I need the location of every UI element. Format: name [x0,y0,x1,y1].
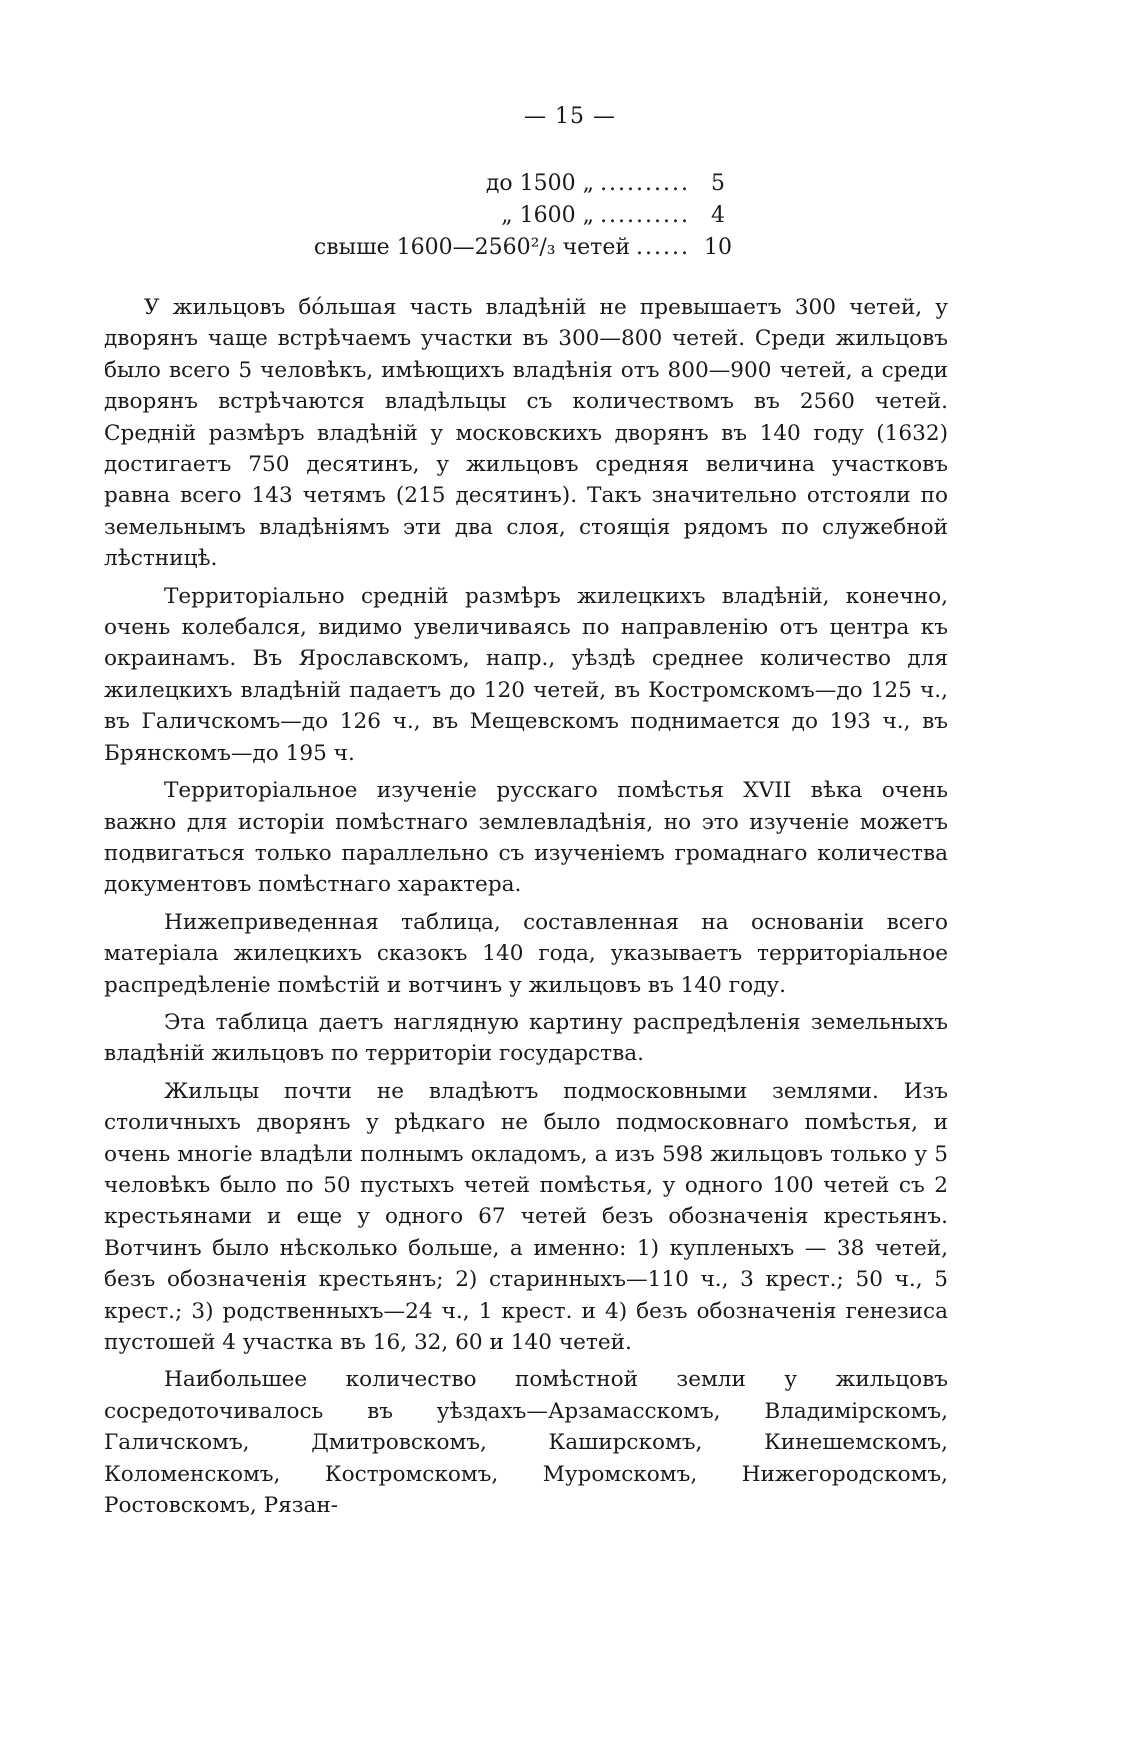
distribution-row [220,168,740,200]
paragraph-moscow-lands: Жильцы почти не владѣютъ подмосковными землями. Изъ столичныхъ дворянъ у рѣдкаго не было подмосковнаго помѣстья, и очень многіе владѣли полнымъ окладомъ, а изъ 598 жильцовъ только у 5 человѣкъ было по 50 пустыхъ четей помѣстья, у одного 100 четей съ 2 крестьянами и еще у одного 67 четей безъ обозначенія крестьянъ. Вотчинъ было нѣсколько больше, а именно: 1) купленыхъ — 38 четей, безъ обозначенія крестьянъ; 2) старинныхъ—110 ч., 3 крест.; 50 ч., 5 крест.; 3) родственныхъ—24 ч., 1 крест. и 4) безъ обозначенія генезиса пустошей 4 участка въ 16, 32, 60 и 140 четей. [104,1078,948,1355]
paragraph-table-intro: Нижеприведенная таблица, составленная на основаніи всего матеріала жилецкихъ сказокъ 140 года, указываетъ территоріальное распредѣленіе помѣстій и вотчинъ у жильцовъ въ 140 году. [104,909,948,998]
distribution-count: 4 [711,203,725,228]
page-number: — 15 — [524,104,616,129]
distribution-range: „ 1600 „ [501,203,595,228]
distribution-range: свыше 1600—2560²/₃ четей [313,235,631,260]
paragraph-territorial-study: Территоріальное изученіе русскаго помѣстья XVII вѣка очень важно для исторіи помѣстнаго землевладѣнія, но это изученіе можетъ подвигаться только параллельно съ изученіемъ громаднаго количества документовъ помѣстнаго характера. [104,778,948,898]
distribution-range: до 1500 „ [485,171,595,196]
distribution-count: 5 [711,171,725,196]
paragraph-territorial-size: Территоріально средній размѣръ жилецкихъ владѣній, конечно, очень колебался, видимо увеличиваясь по направленію отъ центра къ окраинамъ. Въ Ярославскомъ, напр., уѣздѣ среднее количество для жилецкихъ владѣній падаетъ до 120 четей, въ Костромскомъ—до 125 ч., въ Галичскомъ—до 126 ч., въ Мещевскомъ поднимается до 193 ч., въ Брянскомъ—до 195 ч. [104,583,948,766]
holdings-distribution-list [220,168,740,264]
paragraph-table-picture: Эта таблица даетъ наглядную картину распредѣленія земельныхъ владѣній жильцовъ по территоріи государства. [104,1009,948,1067]
distribution-count: 10 [704,235,732,260]
paragraph-districts: Наибольшее количество помѣстной земли у жильцовъ сосредоточивалось въ уѣздахъ—Арзамасскомъ, Владимірскомъ, Галичскомъ, Дмитровскомъ, Каширскомъ, Кинешемскомъ, Коломенскомъ, Костромскомъ, Муромскомъ, Нижегородскомъ, Ростовскомъ, Рязан- [104,1367,948,1519]
paragraph-holdings-comparison: У жильцовъ бо́льшая часть владѣній не превышаетъ 300 четей, у дворянъ чаще встрѣчаемъ участки въ 300—800 четей. Среди жильцовъ было всего 5 человѣкъ, имѣющихъ владѣнія отъ 800—900 четей, а среди дворянъ встрѣчаются владѣльцы съ количествомъ въ 2560 четей. Средній размѣръ владѣній у московскихъ дворянъ въ 140 году (1632) достигаетъ 750 десятинъ, у жильцовъ средняя величина участковъ равна всего 143 четямъ (215 десятинъ). Такъ значительно отстояли по земельнымъ владѣніямъ эти два слоя, стоящія рядомъ по служебной лѣстницѣ. [104,295,948,572]
distribution-row [220,232,740,264]
distribution-leader-dots: .......... [600,203,690,228]
body-text [104,292,948,1527]
distribution-leader-dots: .......... [600,171,690,196]
distribution-row [220,200,740,232]
distribution-leader-dots: ...... [636,235,690,260]
